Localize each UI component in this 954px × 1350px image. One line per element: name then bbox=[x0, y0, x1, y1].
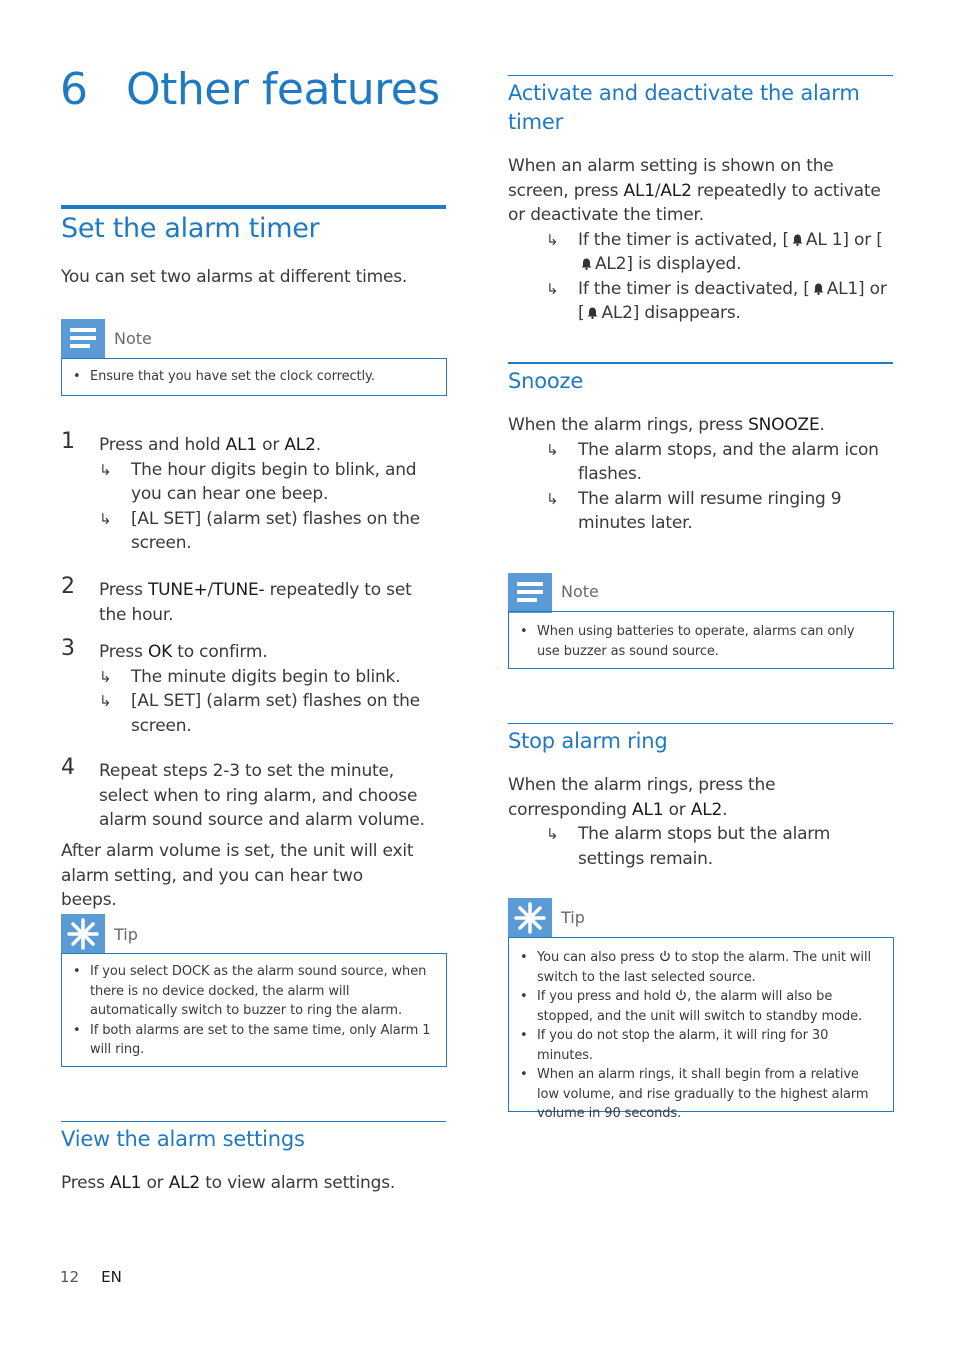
note-item: • Ensure that you have set the clock correctly. bbox=[73, 369, 375, 384]
section-rule bbox=[508, 362, 893, 364]
step-result: ↳ [AL SET] (alarm set) flashes on the screen. bbox=[99, 689, 449, 738]
note-item: • When using batteries to operate, alarms can only use buzzer as sound source. bbox=[520, 624, 855, 659]
after-text: After alarm volume is set, the unit will exit alarm setting, and you can hear two beeps. bbox=[61, 841, 414, 910]
activate-result: ↳ If the timer is activated, [ AL 1] or [AL2] is displayed. bbox=[546, 228, 893, 277]
step-result: ↳ [AL SET] (alarm set) flashes on the screen. bbox=[99, 507, 449, 556]
power-icon bbox=[659, 950, 671, 962]
set-alarm-intro: You can set two alarms at different times. bbox=[61, 267, 408, 287]
bell-icon bbox=[792, 234, 803, 246]
chapter-title bbox=[60, 64, 440, 115]
tip-item: • If you select DOCK as the alarm sound source, when there is no device docked, the alarm will automatically switch to buzzer to ring the alarm. bbox=[73, 964, 427, 1018]
section-rule bbox=[61, 1121, 446, 1122]
view-alarm-heading: View the alarm settings bbox=[61, 1127, 305, 1151]
step-number: 1 bbox=[61, 429, 75, 454]
result-arrow-icon: ↳ bbox=[546, 489, 559, 508]
step-result: ↳ The minute digits begin to blink. bbox=[99, 665, 449, 690]
tip-label: Tip bbox=[114, 925, 138, 944]
activate-result: ↳ If the timer is deactivated, [ AL1] or [ AL2] disappears. bbox=[546, 277, 893, 326]
bell-icon bbox=[581, 258, 592, 270]
step-number: 3 bbox=[61, 636, 75, 661]
step-1: Press and hold AL1 or AL2. ↳ The hour digits begin to blink, and you can hear one beep. ↳ [AL SET] (alarm set) flashes on the screen. bbox=[99, 433, 449, 556]
tip-item: • If both alarms are set to the same time, only Alarm 1 will ring. bbox=[73, 1022, 431, 1057]
note-label: Note bbox=[114, 329, 152, 348]
step-3: Press OK to confirm. ↳ The minute digits begin to blink. ↳ [AL SET] (alarm set) flashes on the screen. bbox=[99, 640, 449, 738]
page-number: 12 bbox=[60, 1268, 80, 1286]
tip-box bbox=[508, 937, 894, 1121]
note-label: Note bbox=[561, 582, 599, 601]
activate-text: When an alarm setting is shown on the screen, press AL1/AL2 repeatedly to activate or deactivate the timer. ↳ If the timer is activated, [ AL 1] or [AL2] is displayed. ↳ If the timer is deactivated, [ AL1] or [ AL2] disappears. bbox=[508, 154, 893, 326]
snooze-heading: Snooze bbox=[508, 369, 584, 393]
tip-item: • If you do not stop the alarm, it will ring for 30 minutes. bbox=[520, 1028, 829, 1063]
step-4: Repeat steps 2-3 to set the minute, select when to ring alarm, and choose alarm sound source and alarm volume. bbox=[99, 761, 425, 830]
result-arrow-icon: ↳ bbox=[99, 460, 112, 479]
stop-text: When the alarm rings, press the corresponding AL1 or AL2. ↳ The alarm stops but the alarm settings remain. bbox=[508, 773, 893, 871]
result-arrow-icon: ↳ bbox=[99, 692, 112, 710]
result-arrow-icon: ↳ bbox=[99, 509, 112, 528]
tip-label: Tip bbox=[561, 908, 585, 927]
snooze-result: ↳ The alarm will resume ringing 9 minutes later. bbox=[546, 487, 893, 536]
result-arrow-icon: ↳ bbox=[546, 440, 559, 459]
section-rule bbox=[508, 723, 893, 724]
tip-icon bbox=[508, 898, 552, 938]
bell-icon bbox=[587, 307, 598, 319]
note-box bbox=[508, 611, 894, 669]
step-2: Press TUNE+/TUNE- repeatedly to set the hour. bbox=[99, 580, 412, 625]
note-box bbox=[61, 358, 447, 396]
language-code: EN bbox=[101, 1268, 122, 1286]
tip-item: • If you press and hold , the alarm will also be stopped, and the unit will switch to standby mode. bbox=[520, 989, 863, 1024]
power-icon bbox=[675, 989, 687, 1001]
tip-item: • You can also press to stop the alarm. The unit will switch to the last selected source. bbox=[520, 950, 871, 985]
note-icon bbox=[61, 319, 105, 359]
snooze-result: ↳ The alarm stops, and the alarm icon flashes. bbox=[546, 438, 893, 487]
snooze-text: When the alarm rings, press SNOOZE. ↳ The alarm stops, and the alarm icon flashes. ↳ The alarm will resume ringing 9 minutes later. bbox=[508, 413, 893, 536]
activate-heading: Activate and deactivate the alarm timer bbox=[508, 81, 860, 134]
step-number: 2 bbox=[61, 574, 75, 599]
set-alarm-heading: Set the alarm timer bbox=[61, 213, 320, 244]
step-number: 4 bbox=[61, 755, 75, 780]
view-alarm-text: Press AL1 or AL2 to view alarm settings. bbox=[61, 1173, 396, 1193]
chapter-number: 6 bbox=[60, 64, 88, 115]
chapter-name: Other features bbox=[126, 64, 440, 115]
section-rule bbox=[61, 205, 446, 209]
stop-heading: Stop alarm ring bbox=[508, 729, 668, 753]
result-arrow-icon: ↳ bbox=[99, 667, 112, 686]
tip-icon bbox=[61, 914, 105, 954]
note-icon bbox=[508, 573, 552, 613]
result-arrow-icon: ↳ bbox=[546, 230, 559, 249]
result-arrow-icon: ↳ bbox=[546, 825, 559, 843]
step-result: ↳ The hour digits begin to blink, and you can hear one beep. bbox=[99, 458, 449, 507]
section-rule bbox=[508, 75, 893, 76]
result-arrow-icon: ↳ bbox=[546, 279, 559, 298]
tip-box bbox=[61, 953, 447, 1067]
page-footer bbox=[60, 1268, 122, 1286]
stop-result: ↳ The alarm stops but the alarm settings remain. bbox=[546, 822, 893, 871]
bell-icon bbox=[813, 283, 824, 295]
tip-item: • When an alarm rings, it shall begin from a relative low volume, and rise gradually to the highest alarm volume in 90 seconds. bbox=[520, 1067, 869, 1121]
